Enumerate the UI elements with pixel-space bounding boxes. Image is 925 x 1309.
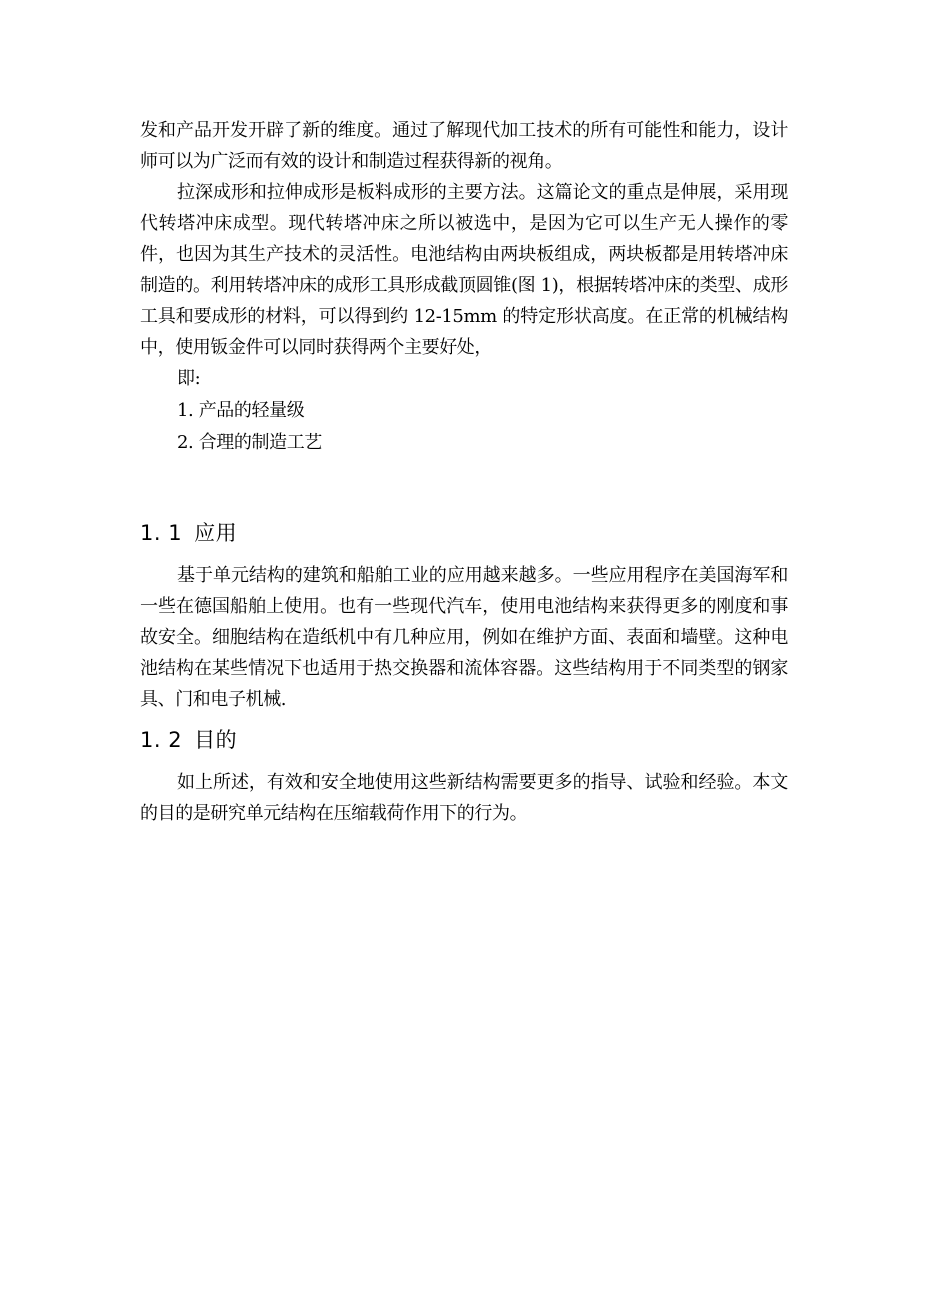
section-title: 应用 xyxy=(194,521,238,545)
paragraph-namely: 即: xyxy=(177,368,201,389)
list-item-lightweight: 1. 产品的轻量级 xyxy=(177,400,305,421)
section-number: 1. 1 xyxy=(140,521,183,545)
list-item-manufacturing: 2. 合理的制造工艺 xyxy=(177,432,322,453)
section-heading-purpose xyxy=(140,725,788,755)
section-heading-applications xyxy=(140,518,788,548)
document-page xyxy=(140,115,788,829)
paragraph-forming-methods: 拉深成形和拉伸成形是板料成形的主要方法。这篇论文的重点是伸展，采用现代转塔冲床成型。现代转塔冲床之所以被选中，是因为它可以生产无人操作的零件，也因为其生产技术的灵活性。电池结构由两块板组成，两块板都是用转塔冲床制造的。利用转塔冲床的成形工具形成截顶圆锥(图 1)，根据转塔冲床的类型、成形工具和要成形的材料，可以得到约 12-15mm 的特定形状高度。在正常的机械结构中，使用钣金件可以同时获得两个主要好处， xyxy=(140,182,788,358)
paragraph-continuation: 发和产品开发开辟了新的维度。通过了解现代加工技术的所有可能性和能力，设计师可以为广泛而有效的设计和制造过程获得新的视角。 xyxy=(140,120,788,172)
section-title: 目的 xyxy=(194,728,238,752)
section-number: 1. 2 xyxy=(140,728,183,752)
paragraph-purpose: 如上所述，有效和安全地使用这些新结构需要更多的指导、试验和经验。本文的目的是研究单元结构在压缩载荷作用下的行为。 xyxy=(140,772,788,824)
paragraph-applications: 基于单元结构的建筑和船舶工业的应用越来越多。一些应用程序在美国海军和一些在德国船舶上使用。也有一些现代汽车，使用电池结构来获得更多的刚度和事故安全。细胞结构在造纸机中有几种应用，例如在维护方面、表面和墙壁。这种电池结构在某些情况下也适用于热交换器和流体容器。这些结构用于不同类型的钢家具、门和电子机械. xyxy=(140,565,788,710)
